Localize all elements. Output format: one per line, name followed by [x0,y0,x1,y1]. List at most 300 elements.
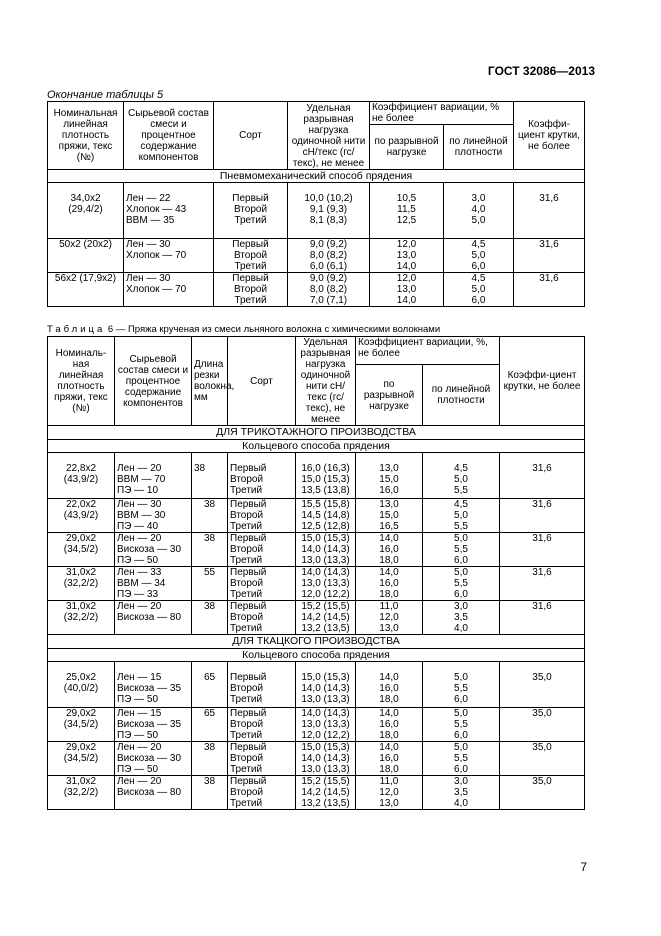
var-density-cell [423,662,500,708]
grade-cell-line: Третий [230,623,263,634]
composition-cell-line: ВВМ — 70 [117,474,166,485]
var-load-cell [356,776,423,810]
composition-cell-line: Вискоза — 80 [117,612,182,623]
composition-cell-line: Лен — 20 [117,463,162,474]
density-cell-line: (34,5/2) [63,544,99,555]
col-composition-header: Сырьевой состав смеси и процентное содержание компонентов [124,102,214,170]
var-load-cell [356,708,423,742]
density-cell-line: 29,0x2 [65,708,97,719]
load-cell-line: 14,0 (14,3) [301,544,350,555]
grade-cell-line: Третий [234,261,267,272]
var-density-cell-line: 5,0 [454,567,468,578]
density-cell [48,499,115,533]
table6-caption-label: Таблица [47,324,106,335]
table6-caption [47,324,440,335]
load-cell [296,708,356,742]
load-cell-line: 13,0 (13,3) [301,578,350,589]
grade-cell [228,708,296,742]
grade-cell-line: Второй [230,787,264,798]
load-cell [296,453,356,499]
table-row [48,776,585,810]
var-density-cell-line: 5,5 [454,485,468,496]
var-load-cell-line: 18,0 [379,555,399,566]
var-density-cell-line: 6,0 [454,589,468,600]
load-cell [288,239,370,273]
grade-cell-line: Второй [230,578,264,589]
var-load-cell-line: 13,0 [379,798,399,809]
var-load-cell-line: 13,0 [396,284,417,295]
cut-cell: 65 [192,662,228,708]
twist-cell: 35,0 [500,708,585,742]
cut-cell: 38 [192,453,228,499]
var-density-cell-line: 6,0 [471,261,486,272]
density-cell-line: 25,0x2 [65,672,97,683]
load-cell-line: 9,0 (9,2) [309,273,348,284]
load-cell-line: 8,1 (8,3) [309,215,348,226]
density-cell [48,183,124,239]
density-cell-line: 50x2 (20x2) [59,239,112,250]
col-twist-header: Коэффи-циент крутки, не более [514,102,585,170]
density-cell-line: (29,4/2) [68,204,103,215]
load-cell-line: 15,0 (15,3) [301,533,350,544]
grade-cell [228,499,296,533]
var-load-cell-line: 14,0 [396,261,417,272]
twist-cell: 31,6 [514,239,585,273]
grade-cell-line: Третий [230,730,263,741]
var-load-cell-line: 11,0 [379,776,399,787]
composition-cell-line: Вискоза — 35 [117,683,182,694]
load-cell-line: 15,0 (15,3) [301,474,350,485]
composition-cell-line: Вискоза — 30 [117,753,182,764]
load-cell [288,183,370,239]
density-cell [48,453,115,499]
table-row [48,239,585,273]
grade-cell-line: Первый [230,742,267,753]
composition-cell-line: Лен — 20 [117,742,162,753]
load-cell-line: 13,5 (13,8) [301,485,350,496]
var-load-cell [370,273,444,307]
composition-cell-line: ПЭ — 50 [117,730,159,741]
table6-caption-number: 6 [107,324,114,335]
load-cell-line: 8,0 (8,2) [309,284,348,295]
col-grade-header: Сорт [214,102,288,170]
density-cell [48,776,115,810]
load-cell-line: 13,2 (13,5) [301,623,350,634]
density-cell-line: 22,0x2 [65,499,97,510]
load-cell-line: 15,2 (15,5) [301,601,350,612]
load-cell-line: 13,0 (13,3) [301,719,350,730]
cut-cell: 65 [192,708,228,742]
col-load-header: Удельная разрывная нагрузка одиночной нити сН/текс (гс/текс), не менее [288,102,370,170]
density-cell-line: 34,0x2 [70,193,101,204]
composition-cell-line: ПЭ — 10 [117,485,159,496]
grade-cell-line: Третий [230,521,263,532]
grade-cell-line: Первый [232,239,269,250]
grade-cell-line: Третий [234,215,267,226]
composition-cell-line: Лен — 20 [117,533,162,544]
var-load-cell-line: 14,0 [379,533,399,544]
var-load-cell-line: 12,0 [396,239,417,250]
document-header: ГОСТ 32086—2013 [487,64,595,78]
var-load-cell-line: 14,0 [379,567,399,578]
load-cell [296,601,356,635]
var-density-cell-line: 5,0 [454,742,468,753]
var-density-cell [423,708,500,742]
var-density-cell-line: 5,0 [454,672,468,683]
composition-cell-line: Хлопок — 70 [126,284,187,295]
grade-cell [228,533,296,567]
var-density-cell-line: 3,5 [454,787,468,798]
var-density-cell-line: 6,0 [454,694,468,705]
load-cell-line: 15,2 (15,5) [301,776,350,787]
var-density-cell-line: 5,0 [471,284,486,295]
grade-cell-line: Первый [230,499,267,510]
t6-col-twist-header: Коэффи-циент крутки, не более [500,337,585,426]
grade-cell-line: Первый [230,776,267,787]
table5-caption: Окончание таблицы 5 [47,89,164,101]
table6-body [48,426,585,810]
grade-cell-line: Второй [233,204,268,215]
composition-cell-line: Лен — 33 [117,567,162,578]
var-density-cell-line: 6,0 [471,295,486,306]
var-density-cell-line: 5,5 [454,683,468,694]
var-load-cell [356,453,423,499]
load-cell-line: 14,2 (14,5) [301,612,350,623]
t6-col-variation-header: Коэффициент вариации, %, не более [356,337,500,365]
grade-cell-line: Первый [232,273,269,284]
load-cell-line: 12,0 (12,2) [301,730,350,741]
composition-cell-line: Вискоза — 30 [117,544,182,555]
grade-cell [228,662,296,708]
grade-cell-line: Второй [230,683,264,694]
composition-cell-line: ВВМ — 30 [117,510,166,521]
composition-cell [124,273,214,307]
grade-cell-line: Третий [230,589,263,600]
var-density-cell-line: 4,0 [454,623,468,634]
table5-body [48,170,585,307]
grade-cell-line: Третий [230,798,263,809]
density-cell-line: (43,9/2) [63,510,99,521]
load-cell [288,273,370,307]
load-cell [296,742,356,776]
composition-cell-line: Хлопок — 70 [126,250,187,261]
var-density-cell [423,776,500,810]
load-cell-line: 9,1 (9,3) [309,204,348,215]
var-load-cell [356,567,423,601]
density-cell [48,601,115,635]
density-cell-line: 56x2 (17,9x2) [54,273,117,284]
load-cell-line: 6,0 (6,1) [309,261,348,272]
subsection-row [48,649,585,662]
grade-cell-line: Первый [230,601,267,612]
composition-cell [115,776,192,810]
composition-cell-line: Лен — 22 [126,193,171,204]
composition-cell [115,453,192,499]
var-load-cell [370,183,444,239]
grade-cell [228,601,296,635]
table-row [48,662,585,708]
var-density-cell-line: 5,0 [471,215,486,226]
var-load-cell-line: 14,0 [379,672,399,683]
var-density-cell-line: 6,0 [454,730,468,741]
density-cell [48,708,115,742]
table-row [48,183,585,239]
twist-cell: 31,6 [500,601,585,635]
var-density-cell-line: 5,5 [454,753,468,764]
var-load-cell-line: 14,0 [379,708,399,719]
composition-cell [124,183,214,239]
load-cell-line: 7,0 (7,1) [309,295,348,306]
table-row [48,533,585,567]
t6-col-composition-header: Сырьевой состав смеси и процентное содержание компонентов [115,337,192,426]
section-title: ДЛЯ ТРИКОТАЖНОГО ПРОИЗВОДСТВА [48,426,585,440]
var-load-cell-line: 15,0 [379,510,399,521]
load-cell-line: 9,0 (9,2) [309,239,348,250]
var-density-cell-line: 3,0 [454,601,468,612]
section-subtitle: Кольцевого способа прядения [48,440,585,453]
var-load-cell-line: 10,5 [396,193,417,204]
var-load-cell-line: 16,0 [379,719,399,730]
var-load-cell-line: 12,0 [396,273,417,284]
density-cell [48,742,115,776]
var-load-cell-line: 18,0 [379,589,399,600]
density-cell-line: 29,0x2 [65,742,97,753]
section-row [48,426,585,440]
load-cell [296,662,356,708]
var-density-cell-line: 5,0 [454,474,468,485]
subsection-row [48,440,585,453]
grade-cell-line: Третий [230,485,263,496]
grade-cell-line: Первый [232,193,269,204]
t6-col-cut-header: Длина резки волокна, мм [192,337,228,426]
composition-cell-line: ПЭ — 50 [117,764,159,775]
grade-cell-line: Третий [230,694,263,705]
grade-cell [228,742,296,776]
composition-cell-line: Лен — 30 [117,499,162,510]
var-load-cell-line: 16,0 [379,753,399,764]
var-load-cell-line: 16,0 [379,683,399,694]
var-density-cell-line: 4,0 [454,798,468,809]
grade-cell-line: Третий [230,555,263,566]
twist-cell: 35,0 [500,662,585,708]
grade-cell-line: Третий [234,295,267,306]
var-density-cell-line: 5,5 [454,521,468,532]
var-load-cell-line: 12,0 [379,612,399,623]
composition-cell [115,533,192,567]
var-density-cell-line: 4,5 [454,463,468,474]
density-cell [48,273,124,307]
load-cell-line: 14,0 (14,3) [301,753,350,764]
load-cell [296,776,356,810]
density-cell-line: (40,0/2) [63,683,99,694]
grade-cell [228,453,296,499]
table-row [48,601,585,635]
table-6 [47,336,585,810]
density-cell-line: 29,0x2 [65,533,97,544]
var-density-cell-line: 5,0 [454,533,468,544]
grade-cell [214,183,288,239]
t6-col-density-header: Номиналь-ная линейная плотность пряжи, текс (№) [48,337,115,426]
var-density-cell-line: 4,5 [471,239,486,250]
section-title: ДЛЯ ТКАЦКОГО ПРОИЗВОДСТВА [48,635,585,649]
load-cell-line: 12,5 (12,8) [301,521,350,532]
load-cell-line: 13,0 (13,3) [301,764,350,775]
var-density-cell-line: 4,5 [471,273,486,284]
t6-col-grade-header: Сорт [228,337,296,426]
composition-cell-line: ПЭ — 50 [117,694,159,705]
load-cell-line: 14,5 (14,8) [301,510,350,521]
load-cell-line: 15,0 (15,3) [301,672,350,683]
composition-cell-line: Хлопок — 43 [126,204,187,215]
grade-cell-line: Первый [230,567,267,578]
twist-cell: 35,0 [500,742,585,776]
var-density-cell [423,453,500,499]
density-cell-line: 31,0x2 [65,601,97,612]
cut-cell: 38 [192,499,228,533]
grade-cell-line: Первый [230,708,267,719]
var-density-cell-line: 3,0 [471,193,486,204]
var-load-cell [356,533,423,567]
var-load-cell-line: 15,0 [379,474,399,485]
composition-cell-line: Лен — 20 [117,776,162,787]
load-cell-line: 14,0 (14,3) [301,708,350,719]
col-density-header: Номинальная линейная плотность пряжи, текс (№) [48,102,124,170]
density-cell-line: 22,8x2 [65,463,97,474]
var-density-cell-line: 4,5 [454,499,468,510]
var-density-cell-line: 5,5 [454,719,468,730]
density-cell-line: (34,5/2) [63,719,99,730]
var-density-cell-line: 6,0 [454,555,468,566]
twist-cell: 31,6 [500,499,585,533]
composition-cell [115,567,192,601]
twist-cell: 31,6 [514,273,585,307]
load-cell-line: 14,2 (14,5) [301,787,350,798]
load-cell-line: 14,0 (14,3) [301,683,350,694]
density-cell-line: 31,0x2 [65,776,97,787]
section-subtitle: Кольцевого способа прядения [48,649,585,662]
grade-cell-line: Второй [230,719,264,730]
var-density-cell [423,533,500,567]
load-cell [296,499,356,533]
table5-section: Пневмомеханический способ прядения [48,170,585,183]
var-density-cell [423,742,500,776]
composition-cell-line: Вискоза — 80 [117,787,182,798]
var-density-cell-line: 5,0 [454,510,468,521]
composition-cell-line: Лен — 15 [117,672,162,683]
var-load-cell-line: 11,0 [379,601,399,612]
var-load-cell-line: 16,0 [379,485,399,496]
var-density-cell [423,567,500,601]
var-load-cell-line: 13,0 [379,623,399,634]
density-cell-line: (32,2/2) [63,612,99,623]
density-cell-line: 31,0x2 [65,567,97,578]
var-density-cell-line: 6,0 [454,764,468,775]
cut-cell: 38 [192,533,228,567]
composition-cell [115,662,192,708]
composition-cell [115,601,192,635]
var-load-cell [356,662,423,708]
var-density-cell-line: 5,0 [471,250,486,261]
var-density-cell-line: 5,5 [454,544,468,555]
var-density-cell-line: 3,0 [454,776,468,787]
var-density-cell [423,499,500,533]
cut-cell: 55 [192,567,228,601]
load-cell-line: 13,2 (13,5) [301,798,350,809]
var-load-cell-line: 12,0 [379,787,399,798]
load-cell-line: 13,0 (13,3) [301,555,350,566]
grade-cell-line: Второй [230,753,264,764]
composition-cell [124,239,214,273]
composition-cell-line: Лен — 20 [117,601,162,612]
var-density-cell [444,239,514,273]
t6-col-var-load-header: по разрывной нагрузке [356,365,423,426]
table-row [48,567,585,601]
table-row [48,742,585,776]
var-load-cell [356,499,423,533]
var-load-cell [370,239,444,273]
grade-cell-line: Первый [230,533,267,544]
load-cell-line: 12,0 (12,2) [301,589,350,600]
load-cell [296,533,356,567]
var-load-cell-line: 11,5 [397,204,416,215]
cut-cell: 38 [192,776,228,810]
section-row [48,635,585,649]
var-load-cell-line: 18,0 [379,764,399,775]
table-row [48,499,585,533]
grade-cell-line: Второй [230,612,264,623]
load-cell-line: 10,0 (10,2) [304,193,353,204]
load-cell-line: 16,0 (16,3) [301,463,350,474]
density-cell-line: (32,2/2) [63,787,99,798]
var-load-cell-line: 16,0 [379,578,399,589]
density-cell [48,567,115,601]
load-cell-line: 8,0 (8,2) [309,250,348,261]
var-load-cell-line: 13,0 [396,250,417,261]
grade-cell-line: Второй [230,510,264,521]
composition-cell-line: ПЭ — 33 [117,589,159,600]
grade-cell [214,239,288,273]
var-load-cell [356,601,423,635]
twist-cell: 31,6 [500,533,585,567]
density-cell-line: (32,2/2) [63,578,99,589]
twist-cell: 35,0 [500,776,585,810]
var-density-cell-line: 5,0 [454,708,468,719]
density-cell-line: (34,5/2) [63,753,99,764]
var-density-cell-line: 5,5 [454,578,468,589]
t6-col-load-header: Удельная разрывная нагрузка одиночной нити сН/текс (гс/текс), не менее [296,337,356,426]
var-load-cell-line: 12,5 [396,215,417,226]
load-cell-line: 15,5 (15,8) [301,499,350,510]
grade-cell [228,776,296,810]
var-load-cell-line: 13,0 [379,499,399,510]
composition-cell-line: Лен — 30 [126,239,171,250]
composition-cell-line: ВВМ — 34 [117,578,166,589]
density-cell [48,533,115,567]
var-load-cell-line: 16,0 [379,544,399,555]
cut-cell: 38 [192,742,228,776]
composition-cell-line: ВВМ — 35 [126,215,175,226]
var-load-cell-line: 16,5 [379,521,399,532]
composition-cell-line: ПЭ — 50 [117,555,159,566]
composition-cell-line: Лен — 15 [117,708,162,719]
load-cell [296,567,356,601]
composition-cell [115,742,192,776]
var-density-cell [444,183,514,239]
load-cell-line: 13,0 (13,3) [301,694,350,705]
t6-col-var-density-header: по линейной плотности [423,365,500,426]
col-var-density-header: по линейной плотности [444,125,514,170]
composition-cell [115,499,192,533]
